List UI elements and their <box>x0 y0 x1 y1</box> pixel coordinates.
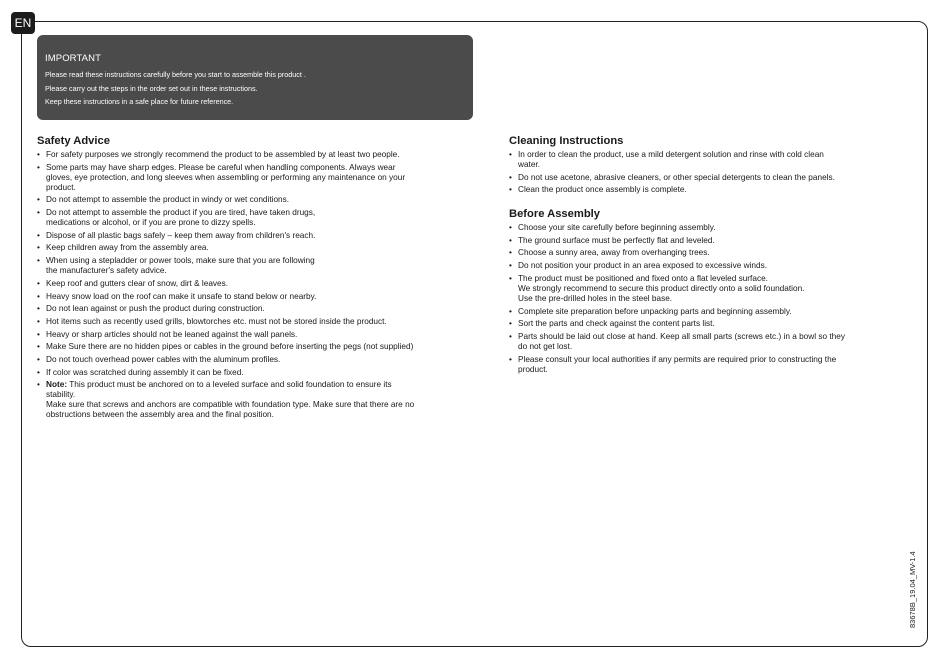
list-item <box>37 150 479 160</box>
list-item-line: water. <box>518 160 541 169</box>
list-item-line: • If color was scratched during assembly it can be fixed. <box>46 367 244 377</box>
document-id: 83678B_19.04_MV-1.4 <box>908 551 917 628</box>
list-item-line: • Make Sure there are no hidden pipes or cables in the ground before inserting the pegs (not supplied) <box>46 342 414 352</box>
list-item-line: • Some parts may have sharp edges. Please be careful when handling components. Always wear <box>46 162 396 172</box>
language-tag: EN <box>11 12 35 34</box>
important-line: Please carry out the steps in the order set out in these instructions. <box>45 83 258 93</box>
note-label: Note: <box>46 380 68 390</box>
list-item-line: • Do not touch overhead power cables with the aluminum profiles. <box>46 354 281 364</box>
list-item-line: product. <box>518 364 548 374</box>
note-line: stability. <box>46 390 76 400</box>
list-item-line: • For safety purposes we strongly recommend the product to be assembled by at least two people. <box>46 150 400 159</box>
list-item-line: • When using a stepladder or power tools, make sure that you are following <box>46 256 315 266</box>
list-item <box>509 355 904 375</box>
note-line: Make sure that screws and anchors are compatible with foundation type. Make sure that there are no <box>46 400 415 410</box>
list-item <box>509 236 904 246</box>
list-item-line: • Do not position your product in an area exposed to excessive winds. <box>518 261 768 271</box>
list-item-line: • Do not attempt to assemble the product if you are tired, have taken drugs, <box>46 208 316 218</box>
list-item <box>37 195 479 205</box>
list-item <box>37 256 479 276</box>
list-item-line: • Complete site preparation before unpacking parts and beginning assembly. <box>518 306 792 316</box>
list-item-line: • Heavy or sharp articles should not be leaned against the wall panels. <box>46 329 298 339</box>
list-item <box>509 307 904 317</box>
list-item-line: • Choose a sunny area, away from overhanging trees. <box>518 248 710 258</box>
list-item <box>509 274 904 304</box>
list-item <box>509 332 904 352</box>
list-item-line: product. <box>46 182 76 192</box>
before-assembly-heading: Before Assembly <box>509 208 600 221</box>
list-item <box>37 292 479 302</box>
list-item-line: • Keep children away from the assembly area. <box>46 243 209 253</box>
list-item-line: We strongly recommend to secure this product directly onto a solid foundation. <box>518 283 805 293</box>
list-item <box>37 342 479 352</box>
list-item-line: • In order to clean the product, use a mild detergent solution and rinse with cold clean <box>518 150 824 159</box>
list-item <box>37 330 479 340</box>
list-item-line: • Dispose of all plastic bags safely – keep them away from children's reach. <box>46 230 316 240</box>
list-item <box>509 319 904 329</box>
right-column <box>509 135 904 377</box>
before-assembly-list <box>509 223 904 375</box>
before-assembly-section <box>509 208 904 375</box>
list-item-line: • Clean the product once assembly is complete. <box>518 185 687 195</box>
list-item-line: • Do not use acetone, abrasive cleaners, or other special detergents to clean the panels. <box>518 172 835 182</box>
list-item <box>37 304 479 314</box>
list-item-line: • Sort the parts and check against the content parts list. <box>518 319 715 329</box>
cleaning-instructions-list <box>509 150 904 195</box>
list-item <box>509 150 904 170</box>
list-item-line: • Please consult your local authorities if any permits are required prior to constructing the <box>518 354 837 364</box>
list-item-line: • The ground surface must be perfectly flat and leveled. <box>518 235 715 245</box>
list-item <box>509 261 904 271</box>
important-line: Please read these instructions carefully before you start to assemble this product . <box>45 70 306 79</box>
list-item-line: • Heavy snow load on the roof can make it unsafe to stand below or nearby. <box>46 291 317 301</box>
cleaning-instructions-heading: Cleaning Instructions <box>509 135 624 147</box>
list-item-line: the manufacturer's safety advice. <box>46 266 167 276</box>
list-item <box>37 163 479 193</box>
list-item-line: Use the pre-drilled holes in the steel base. <box>518 293 673 303</box>
note-text: This product must be anchored on to a leveled surface and solid foundation to ensure its <box>67 380 392 390</box>
list-item-line: • Parts should be laid out close at hand. Keep all small parts (screws etc.) in a bowl so they <box>518 331 845 341</box>
safety-advice-section <box>37 135 479 423</box>
list-item <box>37 231 479 241</box>
list-item-line: gloves, eye protection, and long sleeves when assembling or performing any maintenance on your <box>46 172 406 182</box>
list-item-line: • Do not lean against or push the product during construction. <box>46 304 265 314</box>
list-item <box>509 173 904 183</box>
safety-advice-list <box>37 150 479 420</box>
list-item-line: medications or alcohol, or if you are prone to dizzy spells. <box>46 218 256 228</box>
list-item-line: do not get lost. <box>518 341 573 351</box>
important-line: Keep these instructions in a safe place for future reference. <box>45 97 234 107</box>
list-item <box>37 355 479 365</box>
list-item <box>37 243 479 253</box>
list-item <box>37 368 479 378</box>
list-item-line: • Do not attempt to assemble the product in windy or wet conditions. <box>46 195 290 205</box>
list-item-line: • The product must be positioned and fixed onto a flat leveled surface. <box>518 273 768 283</box>
list-item <box>37 279 479 289</box>
note-line: obstructions between the assembly area and the final position. <box>46 410 274 420</box>
list-item <box>37 317 479 327</box>
cleaning-instructions-section <box>509 135 904 195</box>
list-item <box>509 185 904 195</box>
safety-advice-heading: Safety Advice <box>37 135 110 147</box>
list-item <box>37 208 479 228</box>
list-item <box>509 223 904 233</box>
list-item-line: • Keep roof and gutters clear of snow, dirt & leaves. <box>46 278 229 288</box>
list-item-line: • Choose your site carefully before beginning assembly. <box>518 223 716 233</box>
important-notice-box <box>37 35 473 120</box>
note-item <box>37 380 479 420</box>
important-title: IMPORTANT <box>45 53 101 64</box>
list-item <box>509 248 904 258</box>
list-item-line: • Hot items such as recently used grills, blowtorches etc. must not be stored inside the product. <box>46 316 387 326</box>
